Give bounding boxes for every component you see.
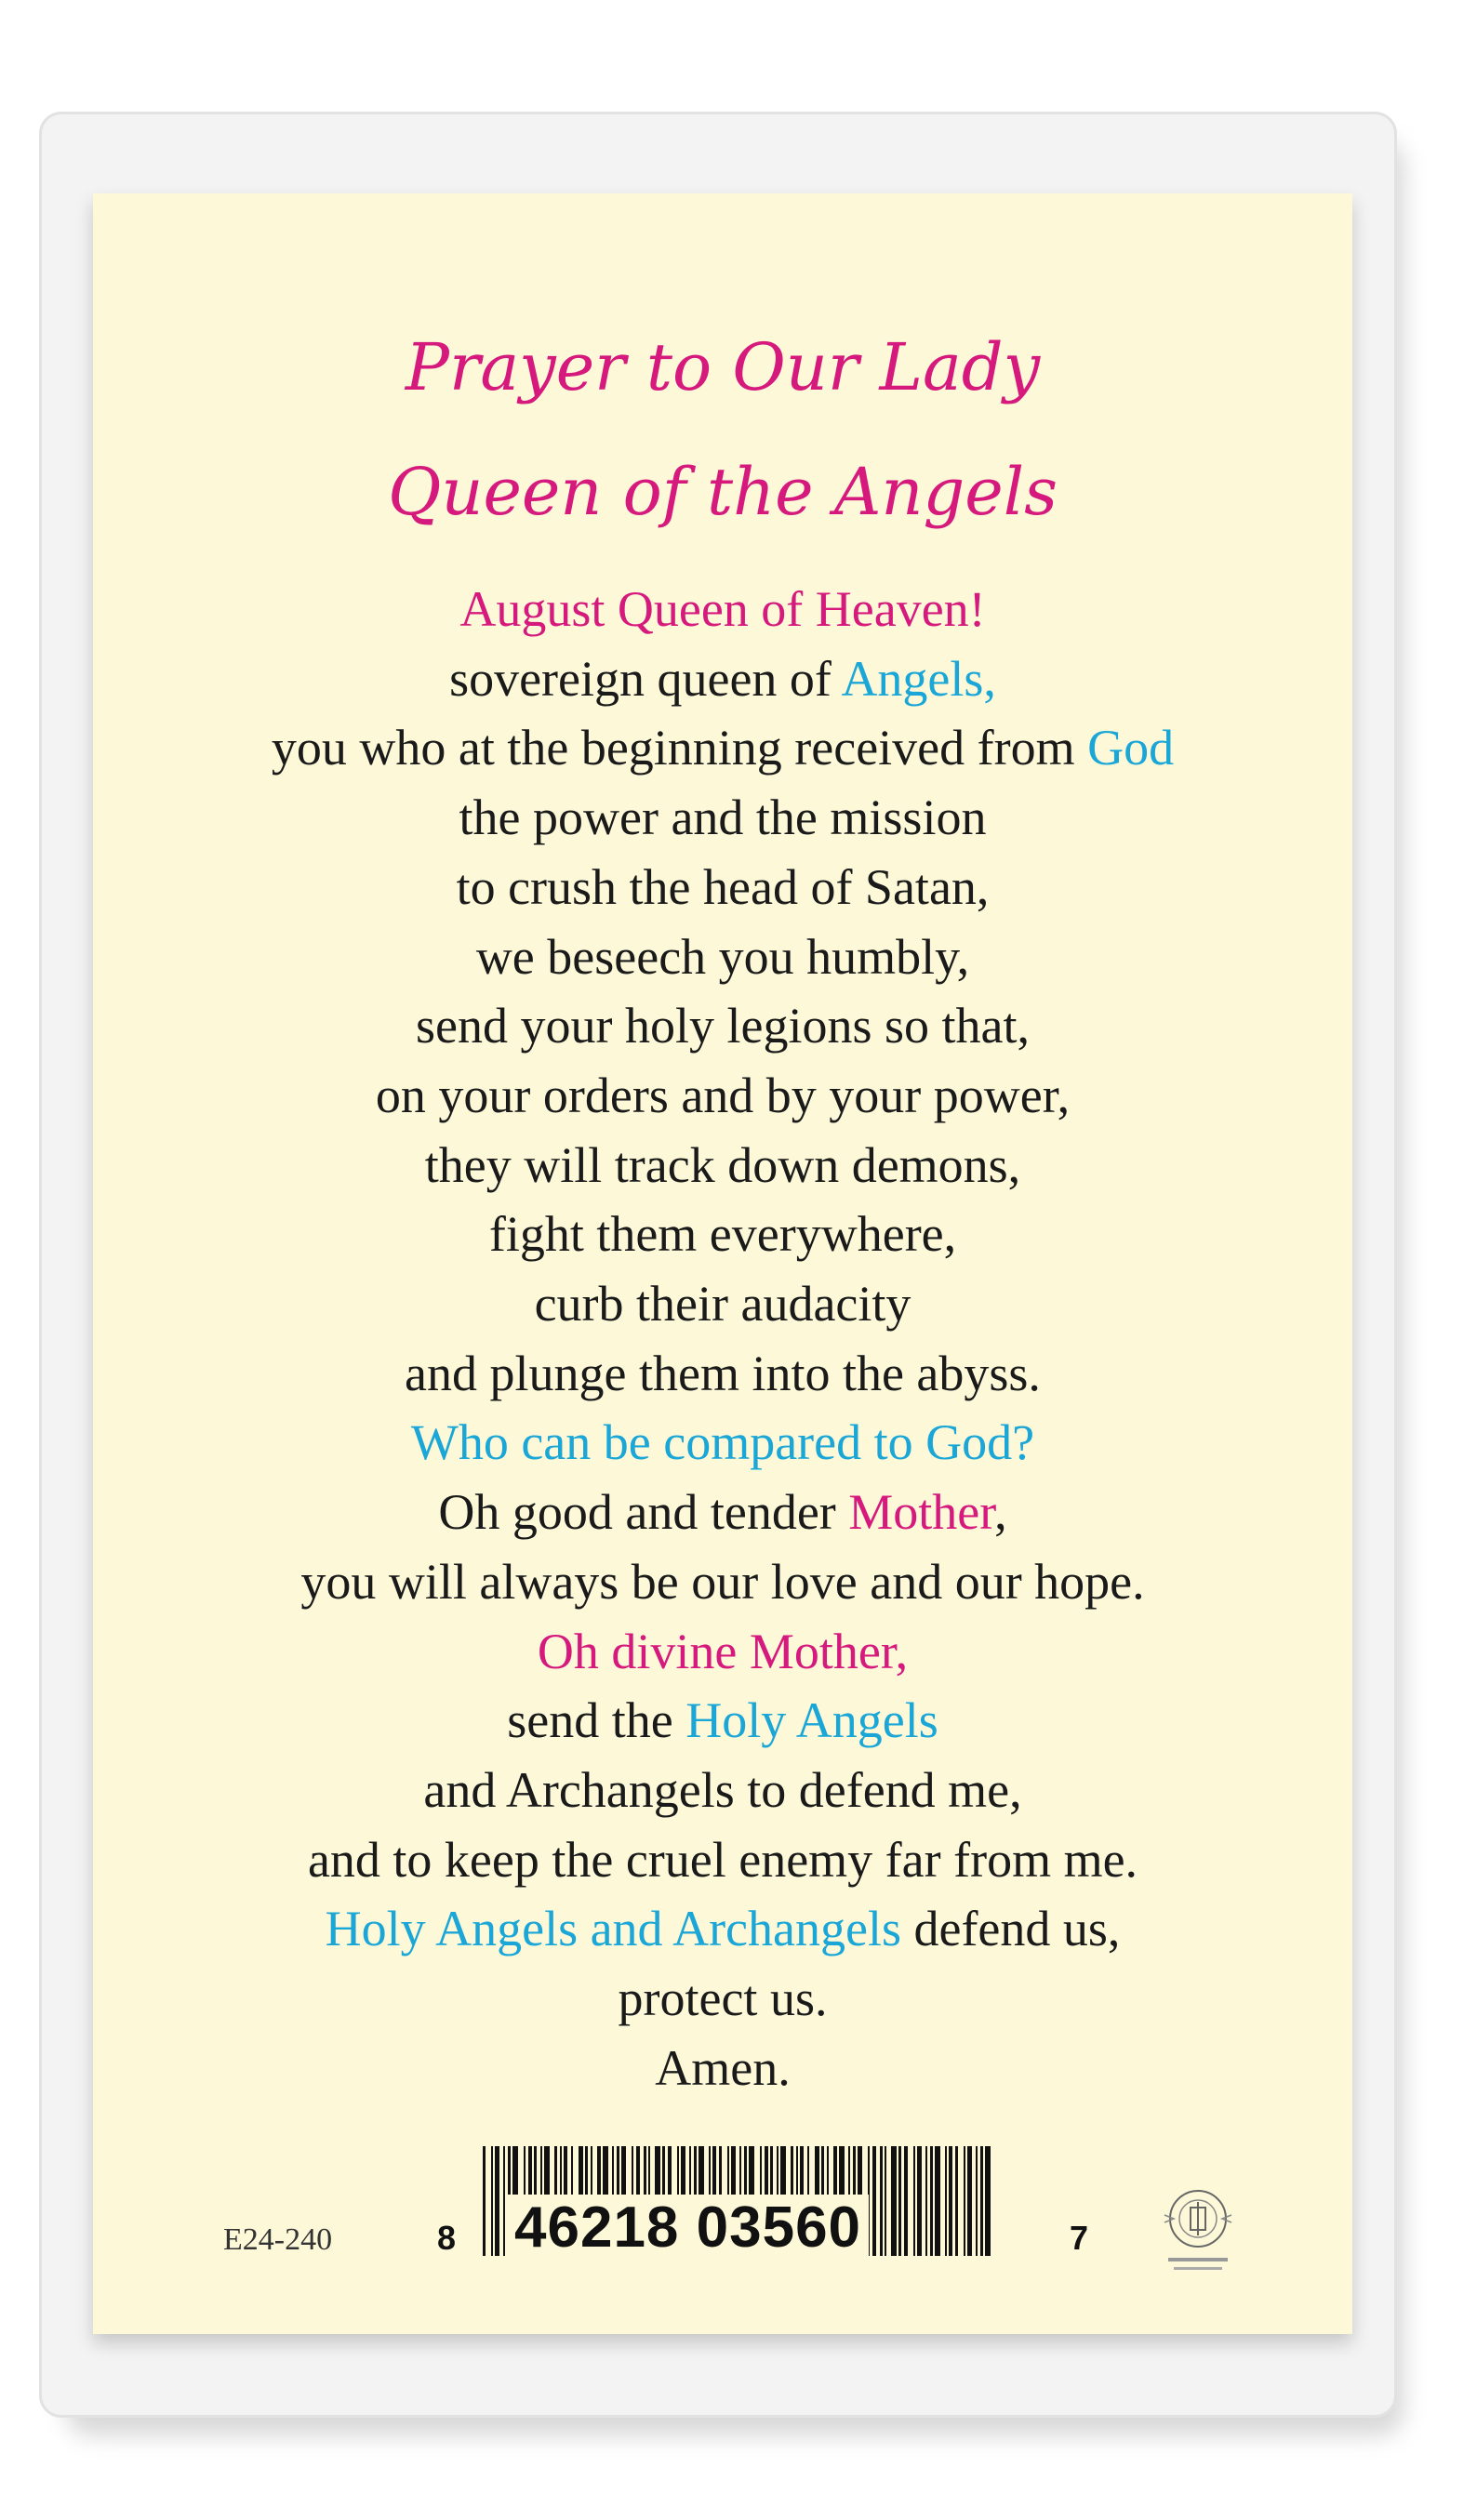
barcode-number: 46218 03560	[507, 2195, 869, 2261]
prayer-line: we beseech you humbly,	[475, 928, 970, 985]
prayer-line: Amen.	[655, 2039, 791, 2096]
prayer-text-span: ,	[994, 1484, 1007, 1541]
prayer-line: send your holy legions so that,	[416, 998, 1030, 1054]
barcode-bar	[491, 2146, 493, 2256]
prayer-line: fight them everywhere,	[488, 1206, 957, 1263]
prayer-line: August Queen of Heaven!	[459, 581, 986, 637]
prayer-line	[93, 1686, 1352, 1756]
prayer-line: Who can be compared to God?	[410, 1414, 1035, 1471]
barcode-bar	[891, 2146, 897, 2256]
highlight-blue: Holy Angels	[685, 1692, 938, 1749]
barcode-bar	[503, 2146, 505, 2256]
prayer-text-span: sovereign queen of	[449, 650, 842, 707]
prayer-line	[93, 713, 1352, 783]
prayer-text-span: you who at the beginning received from	[271, 720, 1088, 776]
barcode-bar	[930, 2146, 933, 2256]
prayer-line: and to keep the cruel enemy far from me.	[307, 1831, 1138, 1888]
barcode-bar	[904, 2146, 908, 2256]
highlight-blue: Holy Angels and Archangels	[325, 1901, 901, 1957]
barcode-first-digit: 8	[437, 2219, 457, 2257]
prayer-line: and plunge them into the abyss.	[405, 1345, 1041, 1401]
barcode-bar	[949, 2146, 952, 2256]
barcode-bar	[898, 2146, 901, 2256]
prayer-text-span: defend us,	[900, 1901, 1121, 1957]
barcode-bar	[885, 2146, 886, 2256]
barcode-bar	[880, 2146, 883, 2256]
barcode-bar	[980, 2146, 983, 2256]
barcode-bar	[495, 2146, 499, 2256]
barcode-last-digit: 7	[1070, 2219, 1089, 2257]
prayer-line: curb their audacity	[534, 1276, 911, 1333]
barcode	[437, 2146, 1088, 2323]
highlight-blue: God	[1087, 720, 1175, 776]
barcode-bar	[945, 2146, 947, 2256]
barcode-bar	[976, 2146, 978, 2256]
barcode-bar	[913, 2146, 915, 2256]
prayer-line	[93, 1894, 1352, 1964]
prayer-line: and Archangels to defend me,	[423, 1761, 1022, 1818]
prayer-line: the power and the mission	[459, 789, 987, 846]
prayer-line: you will always be our love and our hope.	[300, 1553, 1145, 1610]
title-line-1: Prayer to Our Lady	[405, 329, 1041, 405]
barcode-bar	[935, 2146, 940, 2256]
prayer-line	[93, 1478, 1352, 1547]
prayer-card	[93, 193, 1352, 2334]
publisher-seal-icon	[1151, 2182, 1244, 2284]
barcode-bar	[955, 2146, 958, 2256]
prayer-text-span: Oh good and tender	[438, 1484, 849, 1541]
prayer-text-span: send the	[507, 1692, 686, 1749]
barcode-bar	[985, 2146, 991, 2256]
product-code: E24-240	[223, 2222, 333, 2257]
barcode-bar	[917, 2146, 922, 2256]
prayer-line	[93, 644, 1352, 714]
barcode-bar	[872, 2146, 876, 2256]
prayer-line: Oh divine Mother,	[537, 1623, 909, 1679]
title-line-2: Queen of the Angels	[387, 454, 1058, 530]
highlight-pink: Mother	[848, 1484, 995, 1541]
card-title	[93, 305, 1352, 554]
prayer-line: on your orders and by your power,	[375, 1067, 1071, 1123]
barcode-bar	[964, 2146, 965, 2256]
prayer-text	[93, 575, 1352, 2102]
prayer-line: to crush the head of Satan,	[456, 858, 990, 915]
barcode-bar	[967, 2146, 972, 2256]
prayer-line: they will track down demons,	[424, 1136, 1021, 1193]
barcode-bar	[925, 2146, 927, 2256]
barcode-bar	[483, 2146, 486, 2256]
highlight-blue: Angels,	[841, 650, 996, 707]
prayer-line: protect us.	[618, 1970, 828, 2027]
